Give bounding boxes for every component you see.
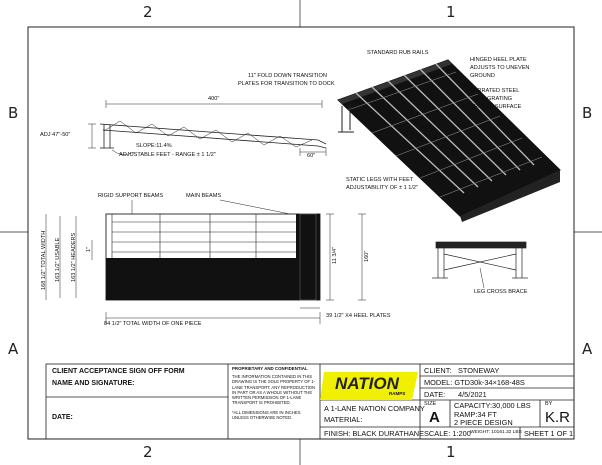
date-label: DATE:	[424, 390, 446, 399]
date-value: 4/5/2021	[458, 390, 487, 399]
plan-heel-plates: 39 1/2" X4 HEEL PLATES	[326, 313, 391, 319]
iso-rub-rails: STANDARD RUB RAILS	[367, 50, 429, 56]
iso-grating-2: BAR GRATING	[474, 96, 513, 102]
finish-label: FINISH: BLACK DURATHANE	[324, 429, 425, 438]
zone-col-2-top: 2	[143, 3, 153, 21]
weight: WEIGHT: 10161.32 LBS	[470, 430, 522, 435]
plan-dim-1: 1"	[86, 246, 92, 252]
plan-headers: 163 1/2" HEADERS	[71, 232, 77, 282]
client-label: CLIENT:	[424, 366, 452, 375]
iso-heel-plate-3: GROUND	[470, 73, 495, 79]
plan-view	[46, 200, 366, 324]
plan-main-beams: MAIN BEAMS	[186, 193, 222, 199]
side-adjustable-feet: ADJUSTABLE FEET - RANGE ± 1 1/2"	[119, 152, 216, 158]
name-signature-label: NAME AND SIGNATURE:	[52, 380, 135, 387]
proprietary-title: PROPRIETARY AND CONFIDENTIAL	[232, 366, 308, 371]
plan-dim-right: 11 3/4"	[332, 246, 338, 264]
iso-heel-plate-2: ADJUSTS TO UNEVEN	[470, 65, 530, 71]
size-label: SIZE	[424, 401, 437, 407]
material-label: MATERIAL:	[324, 415, 363, 424]
side-lip-dim: 60"	[307, 153, 316, 159]
iso-static-legs-2: ADJUSTABILITY OF ± 1 1/2"	[346, 185, 418, 191]
iso-grating-1: SERRATED STEEL	[470, 88, 520, 94]
dimensions-note: *ALL DIMENSIONS ARE IN INCHES UNLESS OTHERWISE NOTED.	[232, 410, 301, 421]
zone-row-a-right: A	[582, 340, 593, 358]
plan-dim-160: 160"	[364, 250, 370, 262]
plan-rigid-beams: RIGID SUPPORT BEAMS	[98, 193, 164, 199]
zone-col-2-bottom: 2	[143, 443, 153, 461]
design: 2 PIECE DESIGN	[454, 418, 513, 427]
plan-usable: 163 1/2" USABLE	[55, 237, 61, 282]
sheet-number: SHEET 1 OF 1	[524, 429, 574, 438]
side-adj-height: ADJ 47"-50"	[40, 132, 71, 138]
front-view	[432, 242, 528, 288]
zone-col-1-top: 1	[446, 3, 456, 21]
signoff-title: CLIENT ACCEPTANCE SIGN OFF FORM	[52, 368, 185, 375]
logo-sub: RAMPS	[389, 391, 406, 396]
iso-transition-2: PLATES FOR TRANSITION TO DOCK	[238, 81, 335, 87]
side-length-dim: 400"	[208, 96, 220, 102]
signoff-date-label: DATE:	[52, 414, 73, 421]
zone-row-a-left: A	[8, 340, 19, 358]
by-label: BY	[545, 401, 553, 407]
side-slope: SLOPE:11.4%	[136, 143, 172, 149]
size-value: A	[429, 409, 440, 426]
by-value: K.R	[545, 409, 571, 426]
ramp-length: RAMP:34 FT	[454, 410, 497, 419]
plan-one-piece: 84 1/2" TOTAL WIDTH OF ONE PIECE	[104, 321, 202, 327]
scale: SCALE: 1:200	[424, 429, 471, 438]
iso-transition-1: 11" FOLD DOWN TRANSITION	[248, 73, 327, 79]
logo-main: NATION	[335, 374, 399, 393]
proprietary-text: THE INFORMATION CONTAINED IN THIS DRAWING IS THE SOLE PROPERTY OF 1-LANE TRANSPORT. ANY REPRODUCTION IN PART OR AS A WHOLE WITHOUT THE WRITTEN PERMISSION OF 1-LANE TRANSPORT IS PROHIBITED.	[232, 374, 316, 406]
plan-total-width: 168 1/2" TOTAL WIDTH	[41, 230, 47, 290]
iso-grating-3: DRIVING SURFACE	[470, 104, 522, 110]
side-elevation-view	[88, 100, 326, 156]
capacity: CAPACITY:30,000 LBS	[454, 401, 531, 410]
front-cross-brace: LEG CROSS BRACE	[474, 289, 528, 295]
client-value: STONEWAY	[458, 366, 500, 375]
iso-static-legs-1: STATIC LEGS WITH FEET	[346, 177, 414, 183]
zone-row-b-right: B	[582, 104, 593, 122]
zone-row-b-left: B	[8, 104, 19, 122]
iso-heel-plate-1: HINGED HEEL PLATE	[470, 57, 527, 63]
isometric-view	[338, 57, 560, 222]
model-label: MODEL: GTD30k-34×168-48S	[424, 378, 525, 387]
company-line: A 1-LANE NATION COMPANY	[324, 404, 425, 413]
zone-col-1-bottom: 1	[446, 443, 456, 461]
